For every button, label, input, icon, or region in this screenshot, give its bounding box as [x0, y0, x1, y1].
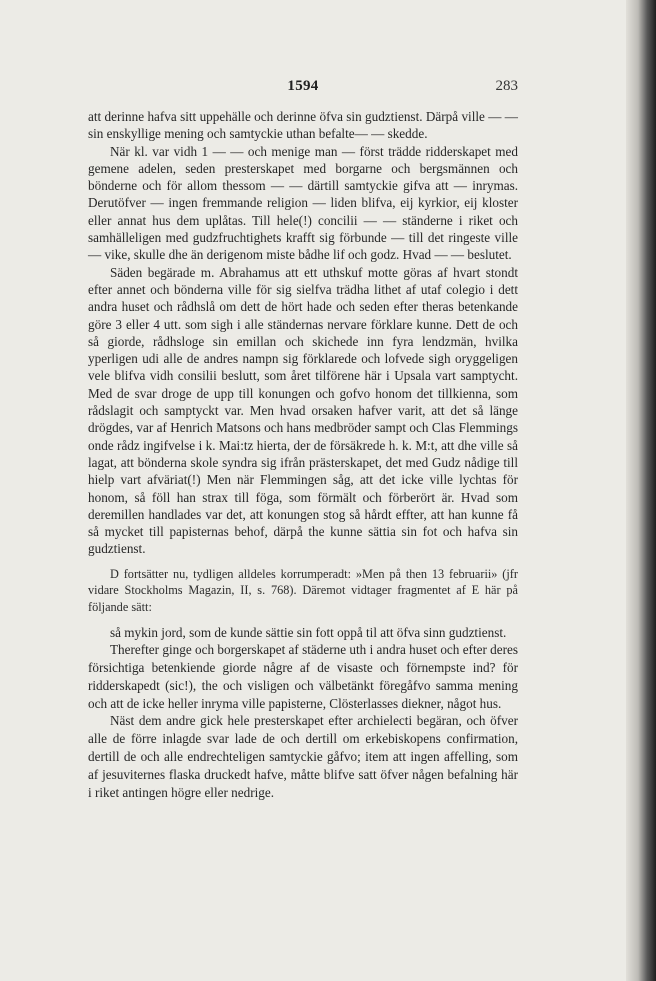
running-header	[88, 78, 518, 98]
paragraph-3: Säden begärade m. Abrahamus att ett uthskuf motte göras af hvart stondt efter annet och bönderna ville för sig sielfva trädha lithet af utaf colegio i dett andra huset och rådhslå om dett de hört hade och seden efter theras betenkande göre 3 eller 4 utt. som sigh i alle ständernas nervare förklare kunne. Dett de och så giorde, rådhsloge sin emillan och skichede inn fyra lendzmän, hvilka yperligen udi alle de andres nampn sig förklarede och lofvede sigh oryggeligen vele blifva vidh consilii beslutt, som året tilförene här i Upsala vart samptycht. Med de svar droge de upp till konungen och gofvo honom det tillkienna, som rådslagit och samptyckt var. Men hvad orsaken hafver varit, att det så länge drögdes, var af Henrich Matsons och hans medbröder sampt och Clas Flemmings onde rådz ingifvelse i k. Mai:tz hierta, der de försäkrede h. k. M:t, att dhe ville så lagat, att bönderna skole syndra sig ifrån prästerskapet, det med Gudz nådige till hielp vart afväriat(!) Men när Flemmingen såg, att det icke ville lychtas för honom, så föll han strax till föga, som förmält och förberört är. Hvad som deremillen handlades var det, att konungen stog så hårdt effter, att han kunne få så mycket till papisternas behof, därpå the kunne sättia sin fot och hafva sin gudztienst.	[88, 264, 518, 557]
quoted-paragraph-3: Näst dem andre gick hele presterskapet efter archielecti begäran, och öfver alle de förre inlagde svar lade de och dertill om erkebiskopens confirmation, dertill de och alle endrechteligen samtyckie gåfvo; item att ingen affelling, som af jesuviternes flaska druckedt hafve, måtte blifve satt öfver någen befalning här i riket antingen högre eller nedrige.	[88, 713, 518, 800]
page-gutter-edge	[626, 0, 656, 981]
editorial-note: D fortsätter nu, tydligen alldeles korrumperadt: »Men på then 13 februarii» (jfr vidare Stockholms Magazin, II, s. 768). Däremot vidtager fragmentet af E här på följande sätt:	[88, 566, 518, 614]
quoted-paragraph-2: Therefter ginge och borgerskapet af städerne uth i andra huset och efter deres försichtiga betenkiende giorde någre af de visaste och förnempste ind? för ridderskapedt (sic!), the och visligen och välbetänkt föregåfvo samma mening och att de icke heller inryma ville papisterne, Clösterlasses diekner, något hus.	[88, 642, 518, 711]
paragraph-2: När kl. var vidh 1 — — och menige man — först trädde ridderskapet med gemene adelen, seden presterskapet med borgarne och bergsmännen och bönderne och för allom thessom — — därtill samtyckie gifva att — inrymas. Derutöfver — ingen fremmande religion — liden blifva, eij kyrkior, eij kloster eller annat hus dem uplåtas. Till hele(!) concilii — — ständerne i riket och samhälleligen med gudzfruchtighets krafft sig förbunde — till det ringeste ville — vike, skulle dhe än derigenom miste bådhe lif och godz. Hvad — — beslutet.	[88, 143, 518, 263]
quoted-paragraph-1: så mykin jord, som de kunde sättie sin fott oppå til att öfva sinn gudztienst.	[110, 624, 507, 640]
page-year-heading: 1594	[287, 78, 319, 94]
main-text	[88, 108, 518, 801]
paragraph-1: att derinne hafva sitt uppehälle och derinne öfva sin gudztienst. Därpå ville — — sin enskyllige mening och samtyckie uthan befalte— — skedde.	[88, 109, 518, 142]
page-number: 283	[495, 78, 518, 94]
